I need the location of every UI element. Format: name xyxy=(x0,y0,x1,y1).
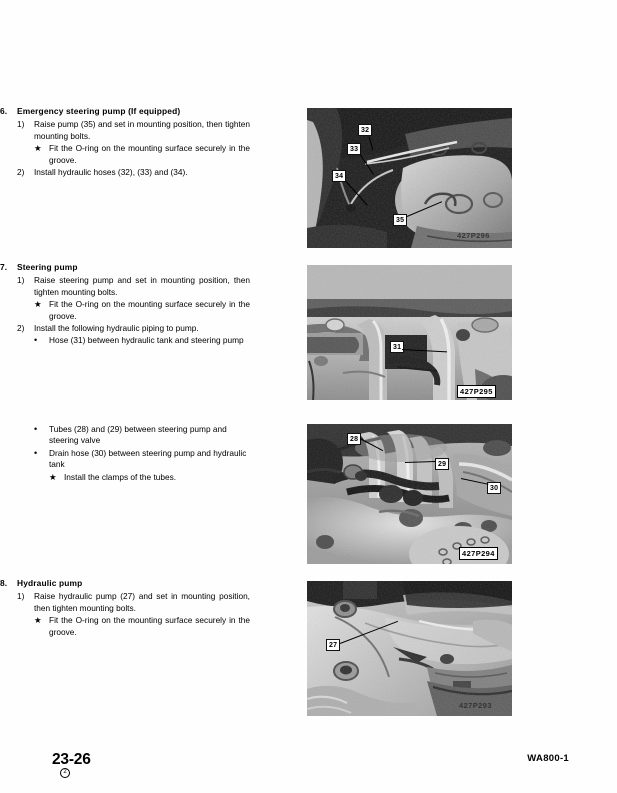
note-text: Fit the O-ring on the mounting surface securely in the groove. xyxy=(49,143,250,165)
bullet-text: Drain hose (30) between steering pump and hydraulic tank xyxy=(49,447,247,470)
figure-3-callout-29: 29 xyxy=(435,458,449,470)
figure-2-image xyxy=(307,265,512,400)
note xyxy=(0,143,250,167)
note-text: Fit the O-ring on the mounting surface securely in the groove. xyxy=(49,615,250,637)
section-number: 6. xyxy=(0,106,8,116)
section-heading xyxy=(0,578,250,589)
note xyxy=(0,299,250,323)
step xyxy=(0,591,250,615)
step xyxy=(0,323,250,335)
revision-circle: 2 xyxy=(60,768,70,778)
figure-3-caption: 427P294 xyxy=(459,547,498,560)
step-number: 1) xyxy=(17,275,25,285)
section-heading xyxy=(0,106,250,117)
figure-1-callout-32: 32 xyxy=(358,124,372,136)
section-piping-continued xyxy=(0,423,250,483)
step-text: Install hydraulic hoses (32), (33) and (34). xyxy=(34,167,188,178)
bullet-icon: • xyxy=(34,335,38,346)
revision-mark xyxy=(60,768,70,778)
note xyxy=(0,472,250,484)
step-number: 2) xyxy=(17,167,25,178)
bullet-item xyxy=(0,424,250,448)
figure-1-caption: 427P296 xyxy=(457,231,490,240)
model-designation: WA800-1 xyxy=(527,753,569,764)
bullet-text: Tubes (28) and (29) between steering pump and steering valve xyxy=(49,423,227,446)
figure-steering-pump-tubes xyxy=(307,424,512,564)
figure-1-callout-33: 33 xyxy=(347,143,361,155)
step-number: 2) xyxy=(17,323,25,334)
section-emergency-steering-pump xyxy=(0,106,250,179)
note xyxy=(0,615,250,639)
bullet-text: Hose (31) between hydraulic tank and steering pump xyxy=(49,335,244,346)
figure-3-image xyxy=(307,424,512,564)
star-icon: ★ xyxy=(34,615,42,626)
star-icon: ★ xyxy=(34,143,42,154)
note-text: Fit the O-ring on the mounting surface securely in the groove. xyxy=(49,299,250,321)
figure-2-caption: 427P295 xyxy=(457,385,496,398)
step-text: Raise steering pump and set in mounting position, then tighten mounting bolts. xyxy=(34,275,250,297)
figure-2-callout-31: 31 xyxy=(390,341,404,353)
section-title: Hydraulic pump xyxy=(17,578,83,588)
figure-1-callout-35: 35 xyxy=(393,214,407,226)
step-text: Raise hydraulic pump (27) and set in mounting position, then tighten mounting bolts. xyxy=(34,591,250,613)
figure-3-callout-30: 30 xyxy=(487,482,501,494)
section-number: 7. xyxy=(0,262,8,272)
step xyxy=(0,275,250,299)
figure-steering-pump-hose xyxy=(307,265,512,400)
section-title: Emergency steering pump (If equipped) xyxy=(17,106,181,116)
section-title: Steering pump xyxy=(17,262,78,272)
bullet-icon: • xyxy=(34,423,38,434)
bullet-item xyxy=(0,448,250,472)
figure-3-callout-28: 28 xyxy=(347,433,361,445)
figure-hydraulic-pump xyxy=(307,581,512,716)
figure-1-callout-34: 34 xyxy=(332,170,346,182)
star-icon: ★ xyxy=(34,299,42,310)
section-steering-pump xyxy=(0,262,250,347)
step-text: Raise pump (35) and set in mounting position, then tighten mounting bolts. xyxy=(34,119,250,141)
bullet-icon: • xyxy=(34,447,38,458)
step xyxy=(0,119,250,143)
step-number: 1) xyxy=(17,591,25,601)
step xyxy=(0,167,250,179)
note-text: Install the clamps of the tubes. xyxy=(64,471,177,482)
page-number: 23-26 xyxy=(52,751,91,768)
figure-4-callout-27: 27 xyxy=(326,639,340,651)
figure-emergency-steering-pump xyxy=(307,108,512,248)
step-text: Install the following hydraulic piping to pump. xyxy=(34,323,199,334)
figure-4-caption: 427P293 xyxy=(459,701,492,710)
star-icon: ★ xyxy=(49,471,57,482)
bullet-item xyxy=(0,335,250,347)
step-number: 1) xyxy=(17,119,25,129)
section-number: 8. xyxy=(0,578,8,588)
section-heading xyxy=(0,262,250,273)
section-hydraulic-pump xyxy=(0,578,250,639)
